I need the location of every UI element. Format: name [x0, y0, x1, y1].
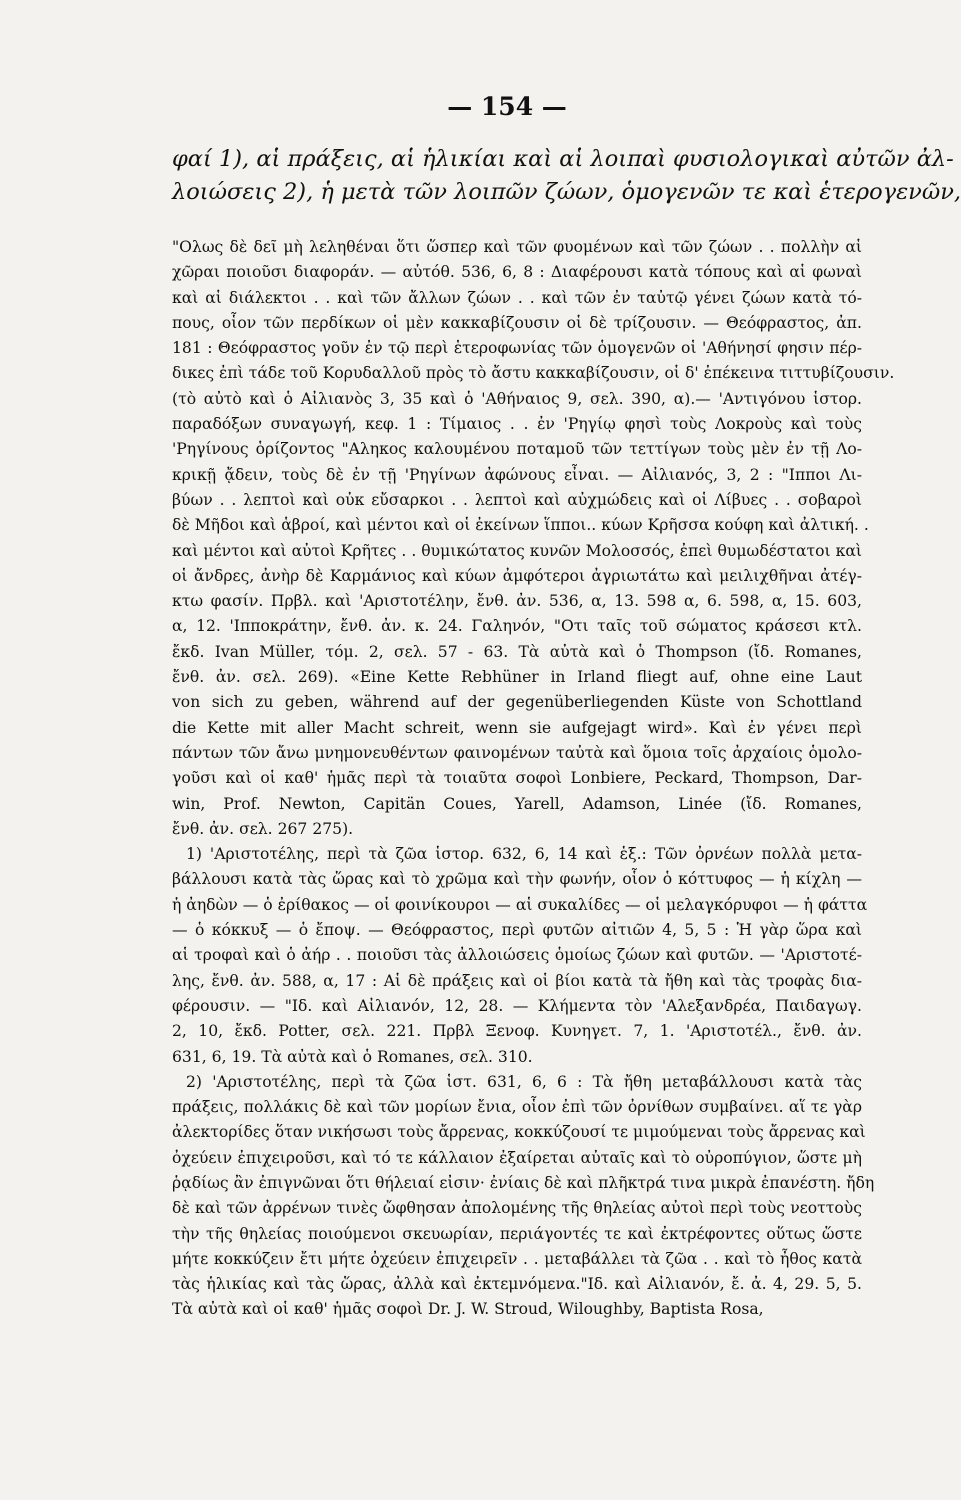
- note-line: κρικῇ ᾄδειν, τοὺς δὲ ἐν τῇ 'Ρηγίνων ἀφώνους εἶναι. — Αἰλιανός, 3, 2 : "Ιπποι Λι-: [172, 465, 862, 484]
- main-text-line: φαί 1), αἱ πράξεις, αἱ ἡλικίαι καὶ αἱ λοιπαὶ φυσιολογικαὶ αὐτῶν ἀλ-: [172, 146, 954, 172]
- note-line: 181 : Θεόφραστος γοῦν ἐν τῷ περὶ ἑτεροφωνίας τῶν ὁμογενῶν οἱ 'Αθήνησί φησιν πέρ-: [172, 339, 862, 358]
- footnote-line: ὀχεύειν ἐπιχειροῦσι, καὶ τό τε κάλλαιον ἐξαίρεται αὐταῖς καὶ τὸ οὐροπύγιον, ὥστε μὴ: [172, 1148, 862, 1167]
- footnote-line: 2, 10, ἔκδ. Potter, σελ. 221. Πρβλ Ξενοφ. Κυνηγετ. 7, 1. 'Αριστοτέλ., ἔνθ. ἀν.: [172, 1022, 862, 1041]
- note-line: 'Ρηγίνους ὁρίζοντος "Αληκος καλουμένου ποταμοῦ τῶν τεττίγων τοὺς μὲν ἐν τῇ Λο-: [172, 440, 862, 459]
- footnote-line: πράξεις, πολλάκις δὲ καὶ τῶν μορίων ἔνια, οἷον ἐπὶ τῶν ὀρνίθων συμβαίνει. αἵ τε γὰρ: [172, 1098, 862, 1117]
- footnote-line: μήτε κοκκύζειν ἔτι μήτε ὀχεύειν ἐπιχειρεῖν . . μεταβάλλει τὰ ζῶα . . καὶ τὸ ἦθος κατὰ: [172, 1249, 862, 1268]
- footnote-line: τὴν τῆς θηλείας ποιούμενοι σκευωρίαν, περιάγοντές τε καὶ ἐκτρέφοντες οὕτως ὥστε: [172, 1224, 862, 1243]
- note-line: πάντων τῶν ἄνω μνημονευθέντων φαινομένων ταὐτὰ καὶ ὅμοια τοῖς ἀρχαίοις ὁμολο-: [172, 743, 862, 762]
- page-number: — 154 —: [447, 92, 567, 121]
- footnote-line: βάλλουσι κατὰ τὰς ὥρας καὶ τὸ χρῶμα καὶ τὴν φωνήν, οἷον ὁ κόττυφος — ἡ κίχλη —: [172, 870, 862, 889]
- note-line: κτω φασίν. Πρβλ. καὶ 'Αριστοτέλην, ἔνθ. ἀν. 536, α, 13. 598 α, 6. 598, α, 15. 603,: [172, 592, 862, 611]
- note-line: χῶραι ποιοῦσι διαφοράν. — αὐτόθ. 536, 6, 8 : Διαφέρουσι κατὰ τόπους καὶ αἱ φωναὶ: [172, 263, 862, 282]
- footnote-line: φέρουσιν. — "Ιδ. καὶ Αἰλιανόν, 12, 28. — Κλήμεντα τὸν 'Αλεξανδρέα, Παιδαγωγ.: [172, 996, 862, 1015]
- footnote-line: δὲ καὶ τῶν ἀρρένων τινὲς ὤφθησαν ἀπολομένης τῆς θηλείας αὐτοὶ περὶ τοὺς νεοττοὺς: [172, 1199, 862, 1218]
- note-line: win, Prof. Newton, Capitän Coues, Yarell, Adamson, Linée (ἴδ. Romanes,: [172, 794, 862, 813]
- main-text-line: λοιώσεις 2), ἡ μετὰ τῶν λοιπῶν ζώων, ὁμογενῶν τε καὶ ἑτερογενῶν,: [172, 179, 961, 205]
- note-line: παραδόξων συναγωγή, κεφ. 1 : Τίμαιος . . ἐν 'Ρηγίῳ φησὶ τοὺς Λοκροὺς καὶ τοὺς: [172, 415, 862, 434]
- footnote-line: — ὁ κόκκυξ — ὁ ἔποψ. — Θεόφραστος, περὶ φυτῶν αἰτιῶν 4, 5, 5 : Ἡ γὰρ ὥρα καὶ: [172, 921, 862, 940]
- footnote-line: Τὰ αὐτὰ καὶ οἱ καθ' ἡμᾶς σοφοὶ Dr. J. W. Stroud, Wiloughby, Baptista Rosa,: [172, 1300, 764, 1319]
- note-line: ἔνθ. ἀν. σελ. 269). «Eine Kette Rebhüner in Irland fliegt auf, ohne eine Laut: [172, 668, 862, 687]
- footnote-line: ἀλεκτορίδες ὅταν νικήσωσι τοὺς ἄρρενας, κοκκύζουσί τε μιμούμεναι τοὺς ἄρρενας καὶ: [172, 1123, 866, 1142]
- footnote-line: αἱ τροφαὶ καὶ ὁ ἀήρ . . ποιοῦσι τὰς ἀλλοιώσεις ὁμοίως ζώων καὶ φυτῶν. — 'Αριστοτέ-: [172, 946, 862, 965]
- footnote-line: 1) 'Αριστοτέλης, περὶ τὰ ζῶα ἱστορ. 632, 6, 14 καὶ ἑξ.: Τῶν ὀρνέων πολλὰ μετα-: [186, 845, 862, 864]
- note-line: οἱ ἄνδρες, ἀνὴρ δὲ Καρμάνιος καὶ κύων ἀμφότεροι ἀγριωτάτω καὶ μειλιχθῆναι ἀτέγ-: [172, 566, 862, 585]
- note-line: (τὸ αὐτὸ καὶ ὁ Αἰλιανὸς 3, 35 καὶ ὁ 'Αθήναιος 9, σελ. 390, α).— 'Αντιγόνου ἱστορ.: [172, 389, 862, 408]
- footnote-line: 631, 6, 19. Τὰ αὐτὰ καὶ ὁ Romanes, σελ. 310.: [172, 1047, 533, 1066]
- note-line: καὶ μέντοι καὶ αὐτοὶ Κρῆτες . . θυμικώτατος κυνῶν Μολοσσός, ἐπεὶ θυμωδέστατοι καὶ: [172, 541, 862, 560]
- footnote-1: [172, 842, 868, 1070]
- footnote-line: 2) 'Αριστοτέλης, περὶ τὰ ζῶα ἱστ. 631, 6, 6 : Τὰ ἤθη μεταβάλλουσι κατὰ τὰς: [186, 1072, 862, 1091]
- main-text: [172, 143, 961, 209]
- note-line: "Ολως δὲ δεῖ μὴ λεληθέναι ὅτι ὥσπερ καὶ τῶν φυομένων καὶ τῶν ζώων . . πολλὴν αἱ: [172, 238, 862, 256]
- note-line: ἔνθ. ἀν. σελ. 267 275).: [172, 819, 354, 838]
- note-line: die Kette mit aller Macht schreit, wenn sie aufgejagt wird». Καὶ ἐν γένει περὶ: [172, 718, 862, 737]
- footnote-2: [172, 1070, 875, 1323]
- note-line: πους, οἷον τῶν περδίκων οἱ μὲν κακκαβίζουσιν οἱ δὲ τρίζουσιν. — Θεόφραστος, ἀπ.: [172, 313, 862, 332]
- note-line: βύων . . λεπτοὶ καὶ οὐκ εὔσαρκοι . . λεπτοὶ καὶ αὐχμώδεις καὶ οἱ Λίβυες . . σοβαροὶ: [172, 490, 862, 509]
- note-line: δικες ἐπὶ τάδε τοῦ Κορυδαλλοῦ πρὸς τὸ ἄστυ κακκαβίζουσιν, οἱ δ' ἐπέκεινα τιττυβίζουσιν.: [172, 364, 895, 383]
- note-line: γοῦσι καὶ οἱ καθ' ἡμᾶς περὶ τὰ τοιαῦτα σοφοὶ Lonbiere, Peckard, Thompson, Dar-: [172, 769, 862, 788]
- note-line: ἔκδ. Ivan Müller, τόμ. 2, σελ. 57 - 63. Τὰ αὐτὰ καὶ ὁ Thompson (ἴδ. Romanes,: [172, 642, 862, 661]
- footnote-line: λης, ἔνθ. ἀν. 588, α, 17 : Αἱ δὲ πράξεις καὶ οἱ βίοι κατὰ τὰ ἤθη καὶ τὰς τροφὰς δια-: [172, 971, 862, 990]
- footnote-line: ἡ ἀηδὼν — ὁ ἐρίθακος — οἱ φοινίκουροι — αἱ συκαλίδες — οἱ μελαγκόρυφοι — ἡ φάττα: [172, 895, 868, 914]
- footnote-line: ῥᾳδίως ἂν ἐπιγνῶναι ὅτι θήλειαί εἰσιν· ἐνίαις δὲ καὶ πλῆκτρά τινα μικρὰ ἐπανέστη. ἤδη: [172, 1173, 875, 1192]
- footnote-line: τὰς ἡλικίας καὶ τὰς ὥρας, ἀλλὰ καὶ ἐκτεμνόμενα."Ιδ. καὶ Αἰλιανόν, ἔ. ἀ. 4, 29. 5, 5.: [172, 1275, 862, 1294]
- note-line: δὲ Μῆδοι καὶ ἁβροί, καὶ μέντοι καὶ οἱ ἐκείνων ἵπποι.. κύων Κρῆσσα κούφη καὶ ἀλτική. .: [172, 516, 869, 535]
- note-line: α, 12. 'Ιπποκράτην, ἔνθ. ἀν. κ. 24. Γαληνόν, "Οτι ταῖς τοῦ σώματος κράσεσι κτλ.: [172, 617, 862, 636]
- notes-section: [172, 235, 895, 1323]
- note-paragraph: [172, 235, 895, 842]
- note-line: καὶ αἱ διάλεκτοι . . καὶ τῶν ἄλλων ζώων . . καὶ τῶν ἐν ταὐτῷ γένει ζώων κατὰ τό-: [172, 288, 862, 307]
- note-line: von sich zu geben, während auf der gegenüberliegenden Küste von Schottland: [172, 693, 862, 712]
